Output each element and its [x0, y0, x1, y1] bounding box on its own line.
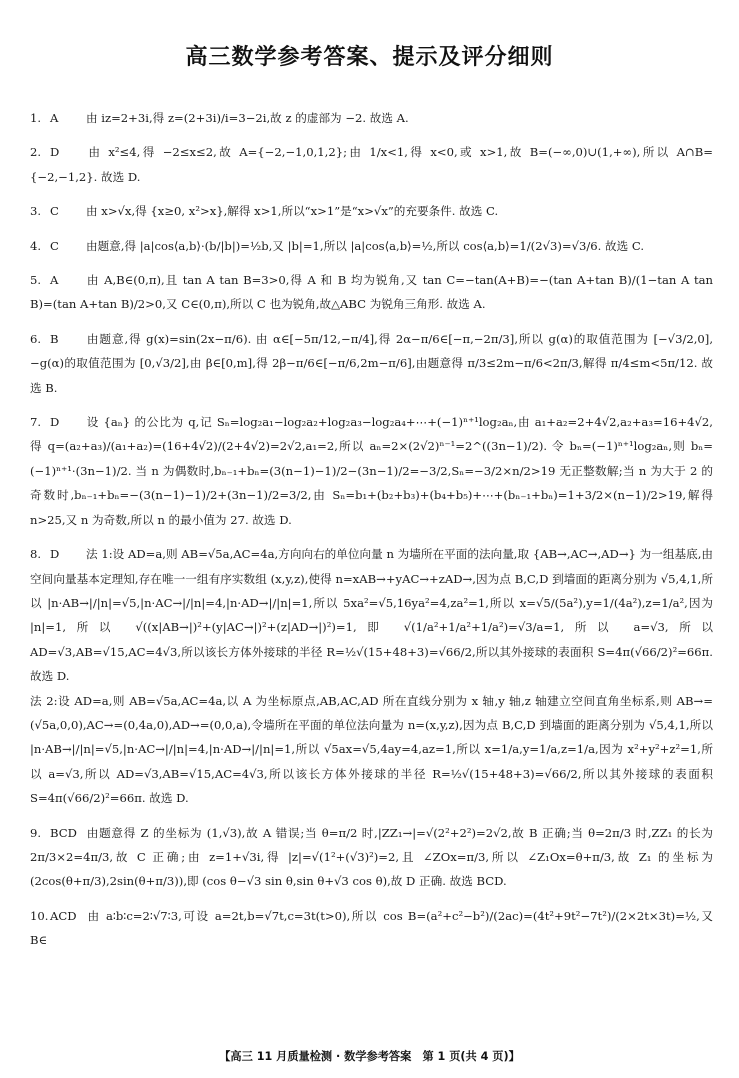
item-answer: A [50, 111, 59, 125]
item-number: 2. [30, 145, 42, 160]
item-explanation: 由 A,B∈(0,π),且 tan A tan B=3>0,得 A 和 B 均为锐角,又 tan C=−tan(A+B)=−(tan A+tan B)/(1−tan A tan B)=(tan A+tan B)/2>0,又 C∈(0,π),所以 C 也为锐角,故△ABC 为锐角三角形. 故选 A. [30, 273, 713, 312]
answer-item-1 [30, 106, 713, 130]
item-answer: D [50, 547, 60, 562]
item-explanation: 由 x>√x,得 {x≥0, x²>x},解得 x>1,所以“x>1”是“x>√x”的充要条件. 故选 C. [86, 204, 499, 219]
answer-item-4 [30, 234, 713, 258]
answer-item-7 [30, 410, 713, 532]
item-number: 7. [30, 415, 42, 430]
item-explanation: 设 {aₙ} 的公比为 q,记 Sₙ=log₂a₁−log₂a₂+log₂a₃−log₂a₄+⋯+(−1)ⁿ⁺¹log₂aₙ,由 a₁+a₂=2+4√2,a₂+a₃=16+4√2,得 q=(a₂+a₃)/(a₁+a₂)=(16+4√2)/(2+4√2)=2√2,a₁=2,所以 aₙ=2×(2√2)ⁿ⁻¹=2^((3n−1)/2). 令 bₙ=(−1)ⁿ⁺¹log₂aₙ,则 bₙ=(−1)ⁿ⁺¹·(3n−1)/2. 当 n 为偶数时,bₙ₋₁+bₙ=(3(n−1)−1)/2−(3n−1)/2=−3/2,Sₙ=−3/2×n/2>19 无正整数解;当 n 为大于 2 的奇数时,bₙ₋₁+bₙ=−(3(n−1)−1)/2+(3n−1)/2=3/2,由 Sₙ=b₁+(b₂+b₃)+(b₄+b₅)+⋯+(bₙ₋₁+bₙ)=1+3/2×(n−1)/2>19,解得 n>25,又 n 为奇数,所以 n 的最小值为 27. 故选 D. [30, 415, 713, 527]
item-explanation: 由 a∶b∶c=2∶√7∶3,可设 a=2t,b=√7t,c=3t(t>0),所以 cos B=(a²+c²−b²)/(2ac)=(4t²+9t²−7t²)/(2×2t×3t)=½,又 B∈ [30, 908, 713, 948]
page-footer: 【高三 11 月质量检测 · 数学参考答案 第 1 页(共 4 页)】 [219, 1050, 520, 1063]
item-answer: D [50, 415, 60, 430]
item-number: 10. [30, 908, 49, 923]
answer-item-3 [30, 199, 713, 223]
item-answer: B [50, 331, 59, 346]
item-explanation: 由 iz=2+3i,得 z=(2+3i)/i=3−2i,故 z 的虚部为 −2. 故选 A. [86, 111, 409, 125]
item-explanation: 由题意,得 |a|cos⟨a,b⟩·(b/|b|)=½b,又 |b|=1,所以 |a|cos⟨a,b⟩=½,所以 cos⟨a,b⟩=1/(2√3)=√3/6. 故选 C. [86, 238, 645, 253]
answer-item-8 [30, 542, 713, 688]
page-title: 高三数学参考答案、提示及评分细则 [185, 45, 554, 70]
item-explanation: 由题意得 Z 的坐标为 (1,√3),故 A 错误;当 θ=π/2 时,|ZZ₁→|=√(2²+2²)=2√2,故 B 正确;当 θ=2π/3 时,ZZ₁ 的长为 2π/3×2=4π/3,故 C 正确;由 z=1+√3i,得 |z|=√(1²+(√3)²)=2,且 ∠ZOx=π/3,所以 ∠Z₁Ox=θ+π/3,故 Z₁ 的坐标为 (2cos(θ+π/3),2sin(θ+π/3)),即 (cos θ−√3 sin θ,sin θ+√3 cos θ),故 D 正确. 故选 BCD. [30, 825, 713, 889]
item-answer: D [50, 145, 60, 160]
item-answer: ACD [50, 908, 77, 923]
item-number: 9. [30, 825, 42, 840]
item-answer: C [50, 238, 59, 253]
answer-item-10 [30, 904, 713, 953]
item-explanation: 法 2:设 AD=a,则 AB=√5a,AC=4a,以 A 为坐标原点,AB,AC,AD 所在直线分别为 x 轴,y 轴,z 轴建立空间直角坐标系,则 AB→=(√5a,0,0),AC→=(0,4a,0),AD→=(0,0,a),令墙所在平面的单位法向量为 n=(x,y,z),因为点 B,C,D 到墙面的距离分别为 √5,4,1,所以 |n·AB→|/|n|=√5,|n·AC→|/|n|=4,|n·AD→|/|n|=1,所以 √5ax=√5,4ay=4,az=1,所以 x=1/a,y=1/a,z=1/a,因为 x²+y²+z²=1,所以 a=√3,所以 AD=√3,AB=√15,AC=4√3,所以该长方体外接球的半径 R=½√(15+48+3)=√66/2,所以其外接球的表面积 S=4π(√66/2)²=66π. 故选 D. [30, 693, 713, 806]
item-explanation: 法 1:设 AD=a,则 AB=√5a,AC=4a,方向向右的单位向量 n 为墙所在平面的法向量,取 {AB→,AC→,AD→} 为一组基底,由空间向量基本定理知,存在唯一一组有序实数组 (x,y,z),使得 n=xAB→+yAC→+zAD→,因为点 B,C,D 到墙面的距离分别为 √5,4,1,所以 |n·AB→|/|n|=√5,|n·AC→|/|n|=4,|n·AD→|/|n|=1,所以 5xa²=√5,16ya²=4,za²=1,所以 x=√5/(5a²),y=1/(4a²),z=1/a²,因为 |n|=1,所以 √((x|AB→|)²+(y|AC→|)²+(z|AD→|)²)=1,即 √(1/a²+1/a²+1/a²)=√3/a=1,所以 a=√3,所以 AD=√3,AB=√15,AC=4√3,所以该长方体外接球的半径 R=½√(15+48+3)=√66/2,所以其外接球的表面积 S=4π(√66/2)²=66π. 故选 D. [30, 547, 713, 684]
answer-item-5 [30, 268, 713, 317]
item-number: 3. [30, 204, 42, 219]
item-number: 8. [30, 547, 42, 562]
answer-item-9 [30, 821, 713, 894]
item-answer: C [50, 204, 59, 219]
answer-item-2 [30, 140, 713, 189]
item-number: 5. [30, 273, 42, 288]
answer-list [30, 106, 713, 953]
item-number: 1. [30, 111, 42, 125]
item-number: 6. [30, 331, 42, 346]
item-answer: A [50, 273, 59, 288]
item-explanation: 由 x²≤4,得 −2≤x≤2,故 A={−2,−1,0,1,2};由 1/x<1,得 x<0,或 x>1,故 B=(−∞,0)∪(1,+∞),所以 A∩B={−2,−1,2}. 故选 D. [30, 145, 713, 184]
answer-item-8-method-2 [30, 689, 713, 811]
item-explanation: 由题意,得 g(x)=sin(2x−π/6). 由 α∈[−5π/12,−π/4],得 2α−π/6∈[−π,−2π/3],所以 g(α)的取值范围为 [−√3/2,0],−g(α)的取值范围为 [0,√3/2],由 β∈[0,m],得 2β−π/6∈[−π/6,2m−π/6],由题意得 π/3≤2m−π/6<2π/3,解得 π/4≤m<5π/12. 故选 B. [30, 331, 713, 395]
item-number: 4. [30, 238, 42, 253]
item-answer: BCD [50, 825, 77, 840]
answer-item-6 [30, 327, 713, 400]
